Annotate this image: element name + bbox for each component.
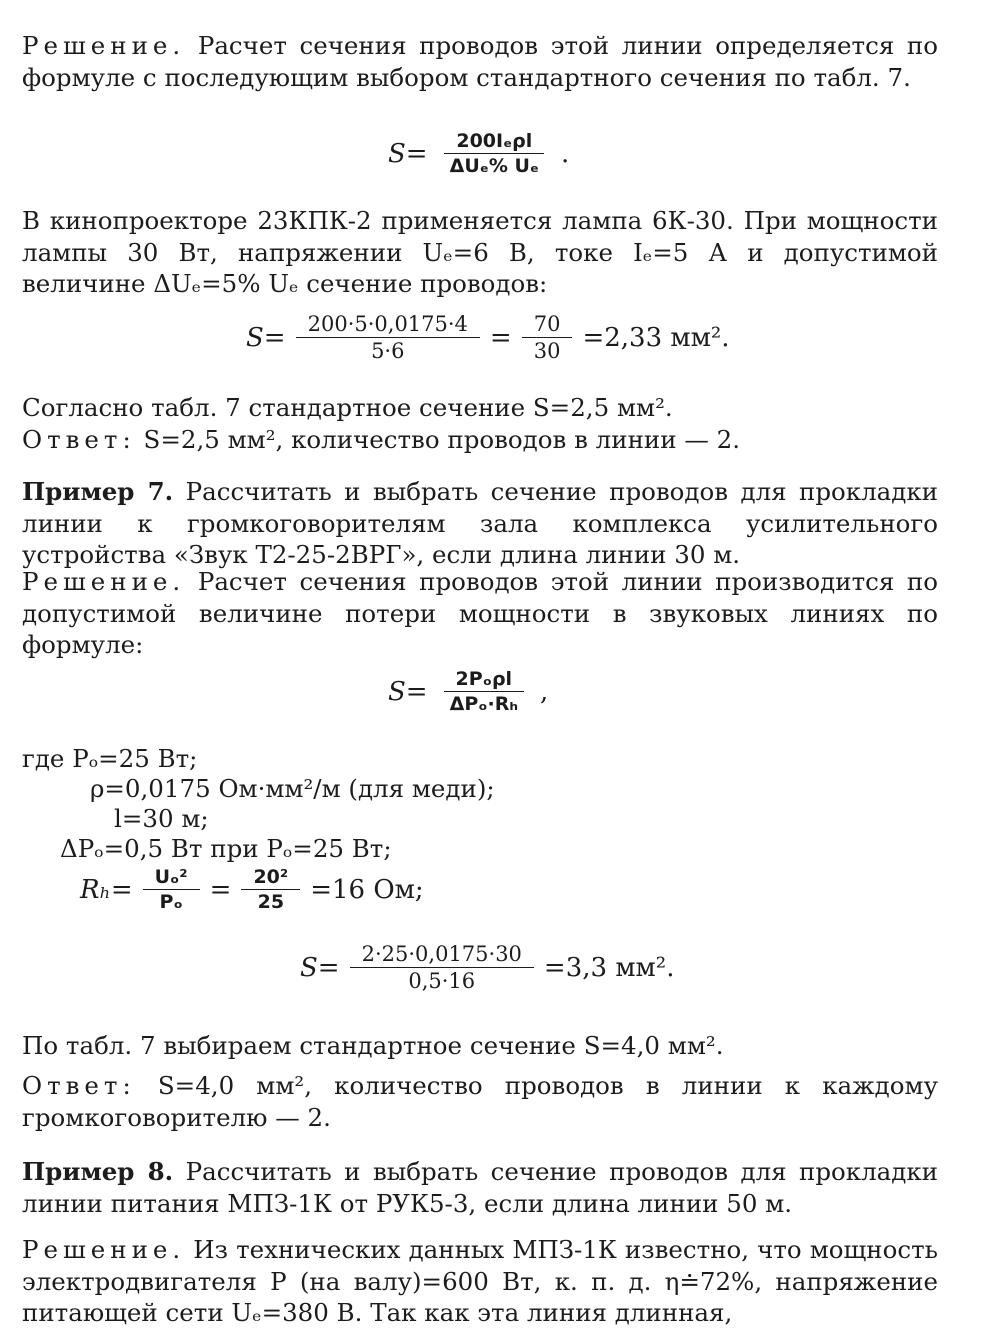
formula-section-calc-7: [300, 942, 674, 993]
formula-section-calc-6: [246, 312, 730, 363]
paragraph-lead: Решение.: [22, 1235, 186, 1264]
formula-denominator: ΔPₒ·Rₕ: [449, 693, 519, 715]
paragraph-text: S=4,0 мм², количество проводов в линии к каждому громкоговорителю — 2.: [22, 1071, 938, 1132]
paragraph-lead: Решение.: [22, 567, 186, 596]
formula-fraction-2: [241, 866, 300, 913]
formula-load-resistance: [80, 866, 424, 913]
formula-result: =16 Ом;: [310, 874, 424, 905]
formula-lhs: S=: [388, 676, 428, 707]
paragraph-text: В кинопроекторе 23КПК-2 применяется лампа 6К-30. При мощности лампы 30 Вт, напряжении Uₑ=6 В, токе Iₑ=5 А и допустимой величине ΔUₑ=5% Uₑ сечение проводов:: [22, 206, 938, 298]
formula-lhs: S=: [300, 952, 340, 983]
formula-equals: =: [489, 322, 512, 353]
formula-section-audio: [388, 668, 548, 715]
paragraph-solution-8: [22, 1234, 938, 1329]
formula-denominator-2: 25: [257, 891, 285, 913]
paragraph-solution-7: [22, 566, 938, 661]
paragraph-lead: Пример 7.: [22, 477, 174, 506]
formula-denominator: 5·6: [371, 339, 405, 363]
formula-denominator: 0,5·16: [408, 969, 476, 993]
paragraph-text: Согласно табл. 7 стандартное сечение S=2,5 мм².: [22, 393, 673, 422]
formula-tail: .: [561, 138, 570, 169]
paragraph-answer-6: [22, 424, 938, 456]
formula-numerator: 200·5·0,0175·4: [296, 312, 480, 338]
paragraph-text: S=2,5 мм², количество проводов в линии — 2.: [135, 425, 741, 454]
formula-numerator: Uₒ²: [143, 866, 200, 890]
formula-denominator-2: 30: [533, 339, 561, 363]
formula-lhs: S=: [246, 322, 286, 353]
paragraph-example-8: [22, 1156, 938, 1219]
formula-lhs: S=: [388, 138, 428, 169]
paragraph-text: По табл. 7 выбираем стандартное сечение S=4,0 мм².: [22, 1031, 724, 1060]
paragraph-answer-7: [22, 1070, 938, 1133]
formula-fraction: [296, 312, 480, 363]
where-length: l=30 м;: [114, 804, 209, 833]
paragraph-projector: [22, 205, 938, 300]
paragraph-solution-6: [22, 30, 938, 93]
formula-lhs: Rₕ=: [80, 874, 133, 905]
formula-tail: ,: [540, 676, 549, 707]
formula-fraction: [350, 942, 534, 993]
formula-numerator-2: 70: [522, 312, 573, 338]
where-power: где Pₒ=25 Вт;: [22, 744, 198, 773]
paragraph-lead: Пример 8.: [22, 1157, 174, 1186]
formula-section-general: [388, 130, 569, 177]
formula-denominator: ΔUₑ% Uₑ: [449, 155, 540, 177]
where-resistivity: ρ=0,0175 Ом·мм²/м (для меди);: [90, 774, 495, 803]
formula-result: =2,33 мм².: [582, 322, 730, 353]
formula-numerator: 200Iₑρl: [444, 130, 544, 154]
where-power-loss: ΔPₒ=0,5 Вт при Pₒ=25 Вт;: [60, 834, 392, 863]
paragraph-text: Из технических данных МПЗ-1К известно, что мощность электродвигателя P (на валу)=600 Вт, к. п. д. η≐72%, напряжение питающей сети Uₑ=380 В. Так как эта линия длинная,: [22, 1235, 938, 1327]
formula-equals: =: [209, 874, 232, 905]
formula-fraction-2: [522, 312, 573, 363]
paragraph-text: Расчет сечения проводов этой линии производится по допустимой величине потери мощности в звуковых линиях по формуле:: [22, 567, 938, 659]
paragraph-text: Расчет сечения проводов этой линии определяется по формуле с последующим выбором стандартного сечения по табл. 7.: [22, 31, 938, 92]
paragraph-standard-7: [22, 1030, 938, 1062]
formula-numerator: 2·25·0,0175·30: [350, 942, 534, 968]
paragraph-lead: Решение.: [22, 31, 186, 60]
paragraph-lead: Ответ:: [22, 425, 136, 454]
formula-fraction: [143, 866, 200, 913]
paragraph-text: Рассчитать и выбрать сечение проводов для прокладки линии питания МПЗ-1К от РУК5-3, если длина линии 50 м.: [22, 1157, 939, 1218]
paragraph-example-7: [22, 476, 938, 571]
paragraph-text: Рассчитать и выбрать сечение проводов для прокладки линии к громкоговорителям зала комплекса усилительного устройства «Звук Т2-25-2ВРГ», если длина линии 30 м.: [22, 477, 939, 569]
formula-numerator: 2Pₒρl: [444, 668, 525, 692]
formula-fraction: [438, 130, 551, 177]
formula-numerator-2: 20²: [241, 866, 300, 890]
formula-result: =3,3 мм².: [543, 952, 675, 983]
paragraph-standard-6: [22, 392, 938, 424]
formula-denominator: Pₒ: [159, 891, 183, 913]
paragraph-lead: Ответ:: [22, 1071, 136, 1100]
formula-fraction: [438, 668, 530, 715]
